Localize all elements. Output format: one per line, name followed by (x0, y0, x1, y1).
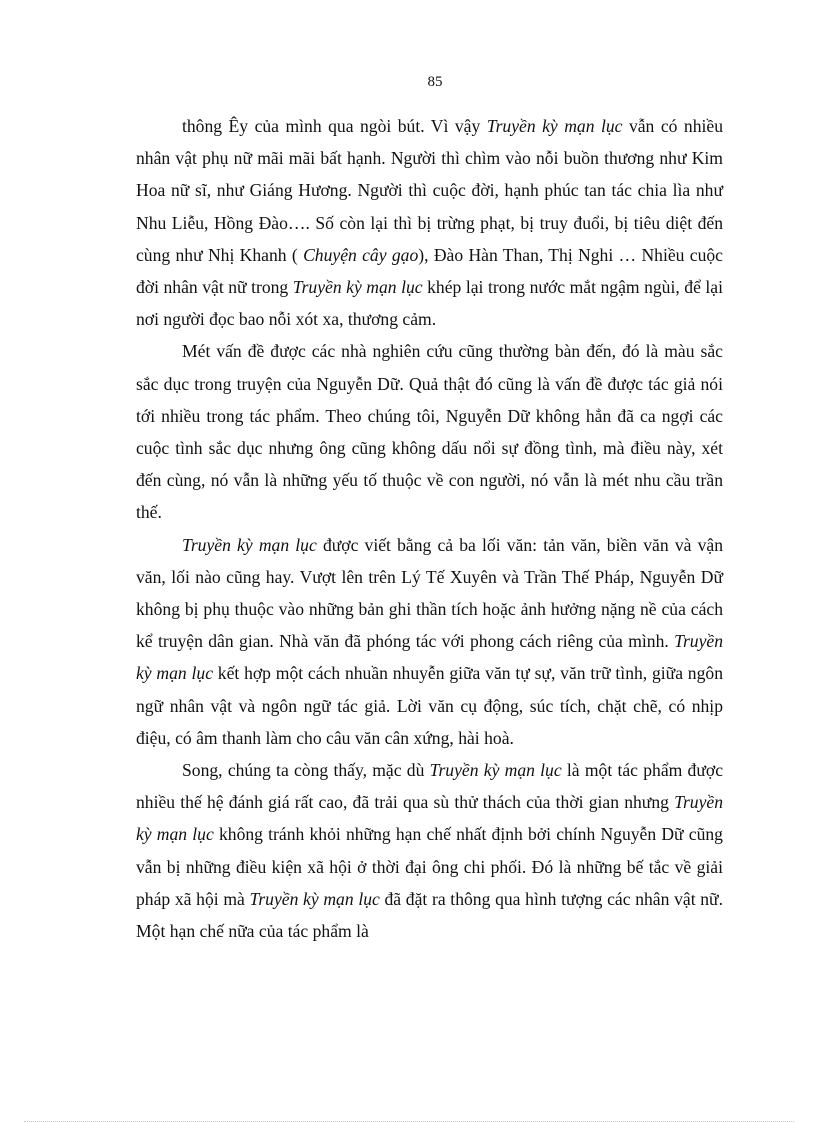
text-run: là một tác phẩm được nhiều thế hệ đánh giá rất cao, đã trải qua sù thử thách của thời gian nhưng (136, 760, 724, 813)
text-run: vẫn có nhiều nhân vật phụ nữ mãi mãi bất hạnh. Người thì chìm vào nỗi buồn thương như Kim Hoa nữ sĩ, như Giáng Hương. Người thì cuộc đời, hạnh phúc tan tác chia lìa như Nhu Liễu, Hồng Đào…. Số còn lại thì bị trừng phạt, bị truy đuổi, bị tiêu diệt đến cùng như Nhị Khanh ( (136, 116, 723, 265)
italic-title-text: Chuyện cây gạo (303, 244, 419, 265)
italic-title-text: Truyền kỳ mạn lục (136, 792, 723, 845)
paragraph (136, 529, 723, 754)
italic-title-text: Truyền kỳ mạn lục (136, 631, 723, 684)
text-run: ), Đào Hàn Than, Thị Nghi … Nhiều cuộc đời nhân vật nữ trong (136, 244, 723, 298)
italic-title-text: Truyền kỳ mạn lục (249, 888, 380, 909)
text-run: Mét vấn đề được các nhà nghiên cứu cũng thường bàn đến, đó là màu sắc sắc dục trong truyện của Nguyễn Dữ. Quả thật đó cũng là vấn đề được tác giả nói tới nhiều trong tác phẩm. Theo chúng tôi, Nguyễn Dữ không hẳn đã ca ngợi các cuộc tình sắc dục nhưng ông cũng không dấu nổi sự đồng tình, mà điều này, xét đến cùng, nó vẫn là những yếu tố thuộc về con người, nó vẫn là mét nhu cầu trần thế. (136, 341, 723, 523)
italic-title-text: Truyền kỳ mạn lục (429, 760, 562, 781)
text-run: khép lại trong nước mắt ngậm ngùi, để lại nơi người đọc bao nỗi xót xa, thương cảm. (136, 277, 723, 330)
body-text (136, 110, 723, 947)
text-run: Song, chúng ta còng thấy, mặc dù (182, 760, 430, 781)
text-run: kết hợp một cách nhuần nhuyễn giữa văn tự sự, văn trữ tình, giữa ngôn ngữ nhân vật và ngôn ngữ tác giả. Lời văn cụ động, súc tích, chặt chẽ, có nhịp điệu, có âm thanh làm cho câu văn cân xứng, hài hoà. (136, 663, 723, 748)
paragraph (136, 335, 723, 528)
italic-title-text: Truyền kỳ mạn lục (292, 277, 423, 298)
page-bottom-dotted-rule (24, 1121, 794, 1122)
text-run: được viết bằng cả ba lối văn: tản văn, biền văn và vận văn, lối nào cũng hay. Vượt lên trên Lý Tế Xuyên và Trần Thế Pháp, Nguyễn Dữ không bị phụ thuộc vào những bản ghi thần tích hoặc ảnh hưởng nặng nề của cách kể truyện dân gian. Nhà văn đã phóng tác với phong cách riêng của mình. (136, 534, 724, 652)
text-run: thông Êy của mình qua ngòi bút. Vì vậy (182, 116, 487, 136)
paragraph (136, 110, 723, 335)
italic-title-text: Truyền kỳ mạn lục (486, 116, 623, 136)
page-number: 85 (427, 74, 443, 90)
italic-title-text: Truyền kỳ mạn lục (182, 534, 317, 555)
text-run: đã đặt ra thông qua hình tượng các nhân vật nữ. Một hạn chế nữa của tác phẩm là (136, 888, 723, 942)
text-run: không tránh khỏi những hạn chế nhất định bởi chính Nguyễn Dữ cũng vẫn bị những điều kiện xã hội ở thời đại ông chi phối. Đó là những bế tắc về giải pháp xã hội mà (136, 824, 723, 909)
paragraph (136, 754, 723, 947)
